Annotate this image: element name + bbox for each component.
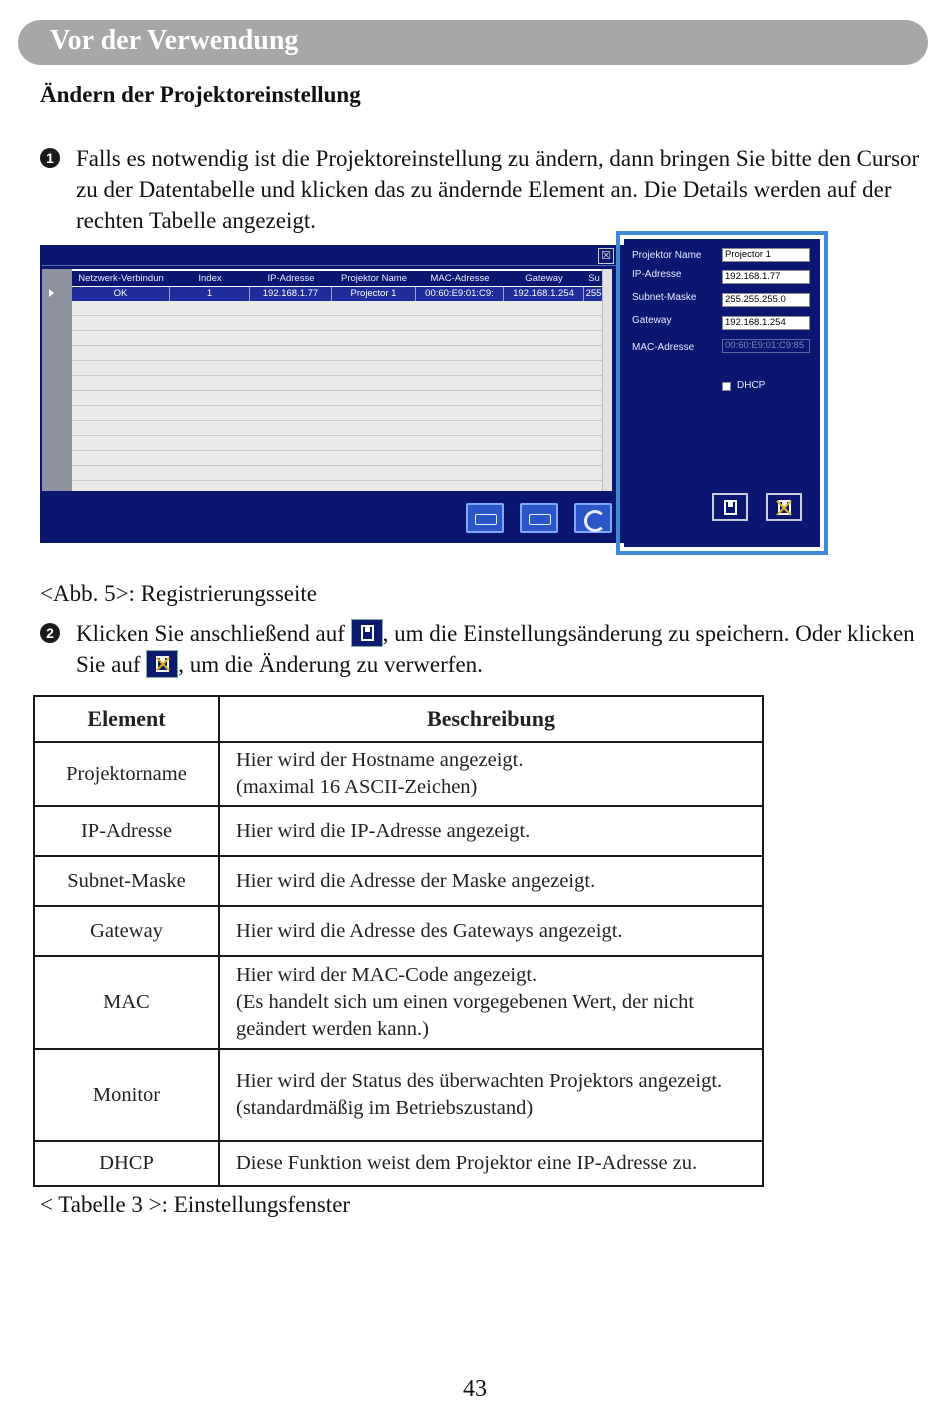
table-row (34, 1049, 763, 1141)
grid-header-row (72, 271, 612, 286)
col-header-ip[interactable]: IP-Adresse (267, 273, 315, 284)
row-element: DHCP (34, 1141, 219, 1186)
row-header-column (42, 269, 72, 491)
dhcp-label: DHCP (737, 380, 766, 391)
projector-list-panel (40, 245, 618, 543)
header-description: Beschreibung (219, 696, 763, 742)
settings-panel (624, 239, 820, 547)
row-element: Gateway (34, 906, 219, 956)
refresh-button[interactable] (574, 503, 612, 533)
row-description: Hier wird die Adresse der Maske angezeigt. (219, 856, 763, 906)
row-description: Diese Funktion weist dem Projektor eine IP-Adresse zu. (219, 1141, 763, 1186)
projector-icon (529, 514, 551, 525)
col-header-connection[interactable]: Netzwerk-Verbindun (78, 273, 164, 284)
table-caption: < Tabelle 3 >: Einstellungsfenster (40, 1192, 351, 1217)
ip-address-field[interactable]: 192.168.1.77 (722, 270, 810, 284)
table-row (34, 1141, 763, 1186)
page-number: 43 (463, 1376, 487, 1402)
save-icon (724, 500, 737, 515)
registration-page-screenshot (40, 245, 818, 543)
cell-gateway[interactable]: 192.168.1.254 (504, 287, 584, 301)
table-row (34, 856, 763, 906)
cell-connection[interactable]: OK (72, 287, 170, 301)
close-icon[interactable]: ☒ (598, 248, 614, 264)
save-button[interactable] (712, 493, 748, 521)
col-header-gateway[interactable]: Gateway (525, 273, 563, 284)
step-1-text: Falls es notwendig ist die Projektoreinstellung zu ändern, dann bringen Sie bitte den Cursor zu der Datentabelle und klicken das zu ändernde Element an. Die Details werden auf der rechten Tabelle angezeigt. (76, 146, 920, 233)
step-2-text-b: , um die Einstellungsänderung zu speichern. Oder klicken Sie auf (76, 621, 915, 677)
section-title: Ändern der Projektoreinstellung (40, 82, 361, 107)
row-description: Hier wird der Status des überwachten Projektors angezeigt. (standardmäßig im Betriebszustand) (219, 1049, 763, 1141)
step-2-text-a: Klicken Sie anschließend auf (76, 621, 351, 646)
dhcp-checkbox[interactable] (722, 382, 731, 391)
row-description: Hier wird die Adresse des Gateways angezeigt. (219, 906, 763, 956)
projector-data-grid[interactable] (42, 269, 612, 491)
row-element: MAC (34, 956, 219, 1049)
row-description: Hier wird der MAC-Code angezeigt. (Es handelt sich um einen vorgegebenen Wert, der nicht geändert werden kann.) (219, 956, 763, 1049)
table-row (34, 806, 763, 856)
label-ip: IP-Adresse (632, 269, 682, 280)
label-mac: MAC-Adresse (632, 342, 695, 353)
search-projector-button[interactable] (466, 503, 504, 533)
step-2-text (76, 618, 936, 680)
row-element: Subnet-Maske (34, 856, 219, 906)
label-projector-name: Projektor Name (632, 250, 702, 261)
vertical-scrollbar[interactable] (602, 269, 612, 491)
step-2-text-c: , um die Änderung zu verwerfen. (178, 652, 483, 677)
discard-button[interactable] (766, 493, 802, 521)
row-element: Monitor (34, 1049, 219, 1141)
gateway-field[interactable]: 192.168.1.254 (722, 316, 810, 330)
table-row (34, 906, 763, 956)
cell-subnet[interactable]: 255 (584, 287, 604, 301)
label-subnet: Subnet-Maske (632, 292, 697, 303)
col-header-mac[interactable]: MAC-Adresse (430, 273, 490, 284)
chapter-header (18, 20, 928, 65)
row-description: Hier wird der Hostname angezeigt. (maximal 16 ASCII-Zeichen) (219, 742, 763, 806)
projector-name-field[interactable]: Projector 1 (722, 248, 810, 262)
cell-mac[interactable]: 00:60:E9:01:C9: (416, 287, 504, 301)
settings-highlight-frame (616, 231, 828, 555)
refresh-icon (584, 510, 606, 532)
row-element: IP-Adresse (34, 806, 219, 856)
projector-icon (475, 514, 497, 525)
save-icon (351, 619, 383, 647)
cell-name[interactable]: Projector 1 (332, 287, 416, 301)
col-header-index[interactable]: Index (198, 273, 222, 284)
header-element: Element (34, 696, 219, 742)
col-header-name[interactable]: Projektor Name (341, 273, 407, 284)
step-1-number: 1 (40, 148, 60, 168)
step-2-number: 2 (40, 623, 60, 643)
subnet-mask-field[interactable]: 255.255.255.0 (722, 293, 810, 307)
empty-grid-rows (72, 301, 604, 491)
figure-caption: <Abb. 5>: Registrierungsseite (40, 581, 317, 606)
settings-description-table (33, 695, 764, 1187)
label-gateway: Gateway (632, 315, 672, 326)
table-row (34, 742, 763, 806)
discard-icon (146, 650, 178, 678)
panel-titlebar (42, 247, 616, 266)
cell-index[interactable]: 1 (170, 287, 250, 301)
table-row-selected[interactable] (72, 287, 612, 301)
table-header-row (34, 696, 763, 742)
table-row (34, 956, 763, 1049)
add-projector-button[interactable] (520, 503, 558, 533)
chapter-title: Vor der Verwendung (50, 25, 299, 56)
row-pointer-icon (49, 289, 54, 297)
mac-address-field: 00:60:E9:01:C9:85 (722, 339, 810, 353)
row-element: Projektorname (34, 742, 219, 806)
row-description: Hier wird die IP-Adresse angezeigt. (219, 806, 763, 856)
col-header-subnet[interactable]: Su (588, 273, 600, 284)
cell-ip[interactable]: 192.168.1.77 (250, 287, 332, 301)
